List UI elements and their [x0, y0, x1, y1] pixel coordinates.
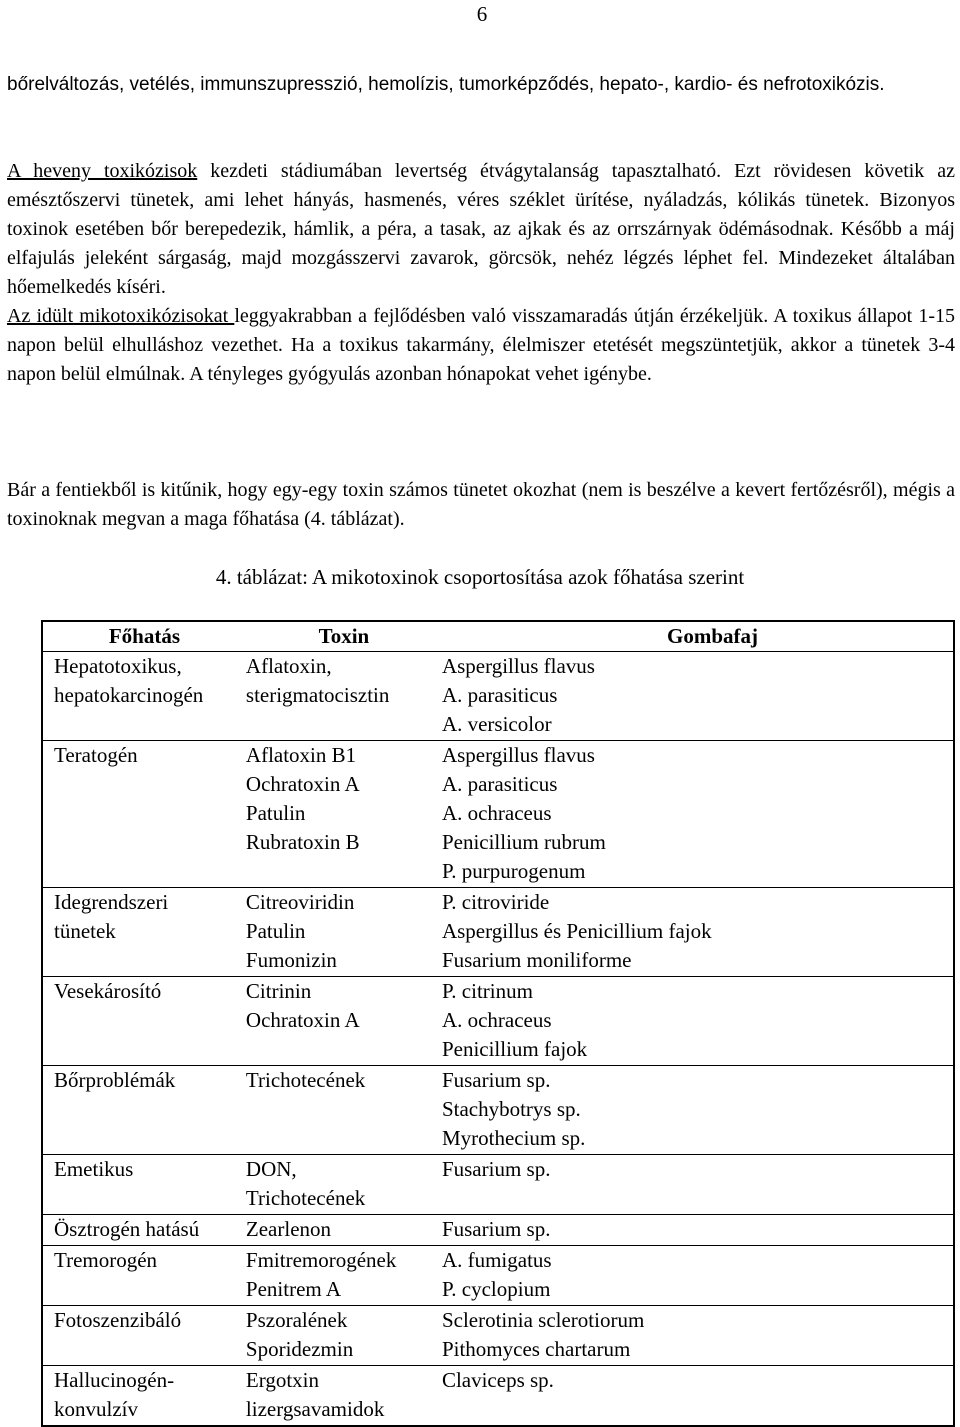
cell-fungus — [442, 1066, 954, 1155]
cell-fungus-line: Stachybotrys sp. — [441, 1097, 581, 1121]
cell-fungus-line: Penicillium fajok — [441, 1037, 588, 1061]
cell-toxin-line: Rubratoxin B — [245, 830, 360, 854]
cell-toxin-line: Penitrem A — [245, 1277, 341, 1301]
cell-effect — [42, 977, 246, 1066]
cell-fungus-line: P. cyclopium — [441, 1277, 551, 1301]
cell-toxin — [246, 652, 442, 741]
cell-effect-line: Idegrendszeri — [54, 890, 169, 914]
cell-effect — [42, 741, 246, 888]
cell-toxin-line: DON, — [245, 1157, 297, 1181]
cell-effect — [42, 1366, 246, 1427]
paragraph-2 — [7, 157, 955, 389]
table-header-row — [42, 621, 954, 652]
cell-toxin — [246, 1246, 442, 1306]
cell-fungus — [442, 1366, 954, 1427]
cell-fungus-line: Aspergillus flavus — [441, 743, 595, 767]
cell-toxin-line: Patulin — [245, 801, 306, 825]
cell-fungus-line: A. parasiticus — [441, 772, 558, 796]
cell-toxin-line: Citreoviridin — [245, 890, 355, 914]
table-row — [42, 1366, 954, 1427]
header-fungus: Gombafaj — [442, 621, 954, 652]
cell-effect-line: Ösztrogén hatású — [54, 1217, 200, 1241]
table-caption: 4. táblázat: A mikotoxinok csoportosítása azok főhatása szerint — [215, 565, 745, 589]
cell-toxin-line: Fmitremorogének — [245, 1248, 397, 1272]
cell-fungus-line: A. ochraceus — [441, 1008, 552, 1032]
header-toxin: Toxin — [246, 621, 442, 652]
cell-effect-line: tünetek — [54, 919, 116, 943]
cell-toxin — [246, 888, 442, 977]
cell-fungus-line: P. citrinum — [441, 979, 533, 1003]
cell-fungus — [442, 888, 954, 977]
cell-fungus-line: Penicillium rubrum — [441, 830, 606, 854]
cell-effect-line: Bőrproblémák — [54, 1068, 176, 1092]
cell-toxin-line: Ochratoxin A — [245, 772, 360, 796]
cell-fungus-line: A. ochraceus — [441, 801, 552, 825]
cell-toxin — [246, 977, 442, 1066]
table-row — [42, 888, 954, 977]
table-row — [42, 1246, 954, 1306]
cell-fungus-line: A. fumigatus — [441, 1248, 552, 1272]
cell-toxin-line: Sporidezmin — [245, 1337, 354, 1361]
cell-effect — [42, 1215, 246, 1246]
cell-fungus-line: P. purpurogenum — [441, 859, 586, 883]
table-row — [42, 652, 954, 741]
cell-fungus-line: Myrothecium sp. — [441, 1126, 586, 1150]
cell-toxin-line: Zearlenon — [245, 1217, 332, 1241]
cell-fungus-line: Fusarium sp. — [441, 1157, 551, 1181]
cell-effect — [42, 888, 246, 977]
header-effect: Főhatás — [42, 621, 246, 652]
table-row — [42, 977, 954, 1066]
cell-toxin-line: Aflatoxin, — [245, 654, 332, 678]
cell-toxin — [246, 1215, 442, 1246]
cell-toxin — [246, 741, 442, 888]
cell-effect-line: Fotoszenzibáló — [54, 1308, 182, 1332]
paragraph-2-text-1: kezdeti stádiumában levertség étvágytalanság tapasztalható. Ezt rövidesen követik az emésztőszervi tünetek, ami lehet hányás, hasmenés, véres széklet ürítése, nyáladzás, kólikás tünetek. Bizonyos toxinok esetében bőr berepedezik, hámlik, a péra, a tasak, az ajkak és az orrszárnyak ödémásodnak. Később a máj elfajulás jeleként sárgaság, majd mozgásszervi zavarok, görcsök, nehéz légzés léphet fel. Mindezeket általában hőemelkedés kíséri. — [7, 160, 955, 298]
cell-toxin-line: Trichotecének — [245, 1068, 366, 1092]
cell-fungus-line: Fusarium sp. — [441, 1068, 551, 1092]
cell-fungus — [442, 1306, 954, 1366]
paragraph-3: Bár a fentiekből is kitűnik, hogy egy-egy toxin számos tünetet okozhat (nem is beszélve a kevert fertőzésről), mégis a toxinoknak megvan a maga főhatása (4. táblázat). — [7, 479, 955, 530]
table-row — [42, 1215, 954, 1246]
cell-effect-line: Emetikus — [54, 1157, 134, 1181]
cell-effect — [42, 652, 246, 741]
term-chronic-mycotoxicosis: Az idült mikotoxikózisokat — [7, 305, 235, 327]
cell-fungus-line: Claviceps sp. — [441, 1368, 554, 1392]
table-row — [42, 1066, 954, 1155]
cell-fungus-line: Fusarium moniliforme — [441, 948, 632, 972]
cell-fungus-line: P. citroviride — [441, 890, 550, 914]
cell-effect-line: hepatokarcinogén — [54, 683, 204, 707]
cell-effect-line: Teratogén — [54, 743, 138, 767]
cell-toxin-line: lizergsavamidok — [245, 1397, 385, 1421]
cell-fungus — [442, 1155, 954, 1215]
cell-toxin-line: sterigmatocisztin — [245, 683, 390, 707]
cell-toxin-line: Trichotecének — [245, 1186, 366, 1210]
table-row — [42, 741, 954, 888]
cell-toxin-line: Citrinin — [245, 979, 312, 1003]
cell-effect-line: Tremorogén — [54, 1248, 158, 1272]
cell-fungus — [442, 652, 954, 741]
term-acute-toxicosis: A heveny toxikózisok — [7, 160, 198, 182]
cell-fungus-line: A. versicolor — [441, 712, 552, 736]
cell-toxin-line: Patulin — [245, 919, 306, 943]
cell-fungus-line: Fusarium sp. — [441, 1217, 551, 1241]
cell-toxin-line: Fumonizin — [245, 948, 337, 972]
cell-fungus — [442, 741, 954, 888]
cell-toxin-line: Pszoralének — [245, 1308, 348, 1332]
cell-toxin — [246, 1366, 442, 1427]
mycotoxin-table — [41, 620, 955, 1427]
cell-effect — [42, 1246, 246, 1306]
cell-fungus-line: Aspergillus és Penicillium fajok — [441, 919, 712, 943]
cell-fungus — [442, 1246, 954, 1306]
cell-toxin-line: Aflatoxin B1 — [245, 743, 357, 767]
page-number: 6 — [476, 2, 488, 26]
table-body — [42, 652, 954, 1427]
paragraph-1: bőrelváltozás, vetélés, immunszupresszió, hemolízis, tumorképződés, hepato-, kardio- és nefrotoxikózis. — [7, 74, 885, 95]
cell-fungus-line: Sclerotinia sclerotiorum — [441, 1308, 645, 1332]
cell-effect-line: Hepatotoxikus, — [54, 654, 182, 678]
table-row — [42, 1306, 954, 1366]
cell-toxin-line: Ochratoxin A — [245, 1008, 360, 1032]
cell-fungus-line: Pithomyces chartarum — [441, 1337, 631, 1361]
cell-fungus-line: Aspergillus flavus — [441, 654, 595, 678]
cell-fungus — [442, 977, 954, 1066]
cell-effect-line: Hallucinogén- — [54, 1368, 175, 1392]
cell-toxin — [246, 1155, 442, 1215]
cell-effect-line: Vesekárosító — [54, 979, 162, 1003]
cell-effect-line: konvulzív — [54, 1397, 138, 1421]
cell-effect — [42, 1066, 246, 1155]
paragraph-2-text-2: leggyakrabban a fejlődésben való visszamaradás útján érzékeljük. A toxikus állapot 1-15 napon belül elhulláshoz vezethet. Ha a toxikus takarmány, élelmiszer etetését megszüntetjük, akkor a tünetek 3-4 napon belül elmúlnak. A tényleges gyógyulás azonban hónapokat vehet igénybe. — [7, 305, 955, 385]
cell-fungus-line: A. parasiticus — [441, 683, 558, 707]
cell-fungus — [442, 1215, 954, 1246]
table-row — [42, 1155, 954, 1215]
cell-effect — [42, 1306, 246, 1366]
cell-toxin — [246, 1066, 442, 1155]
cell-toxin-line: Ergotxin — [245, 1368, 320, 1392]
cell-toxin — [246, 1306, 442, 1366]
cell-effect — [42, 1155, 246, 1215]
